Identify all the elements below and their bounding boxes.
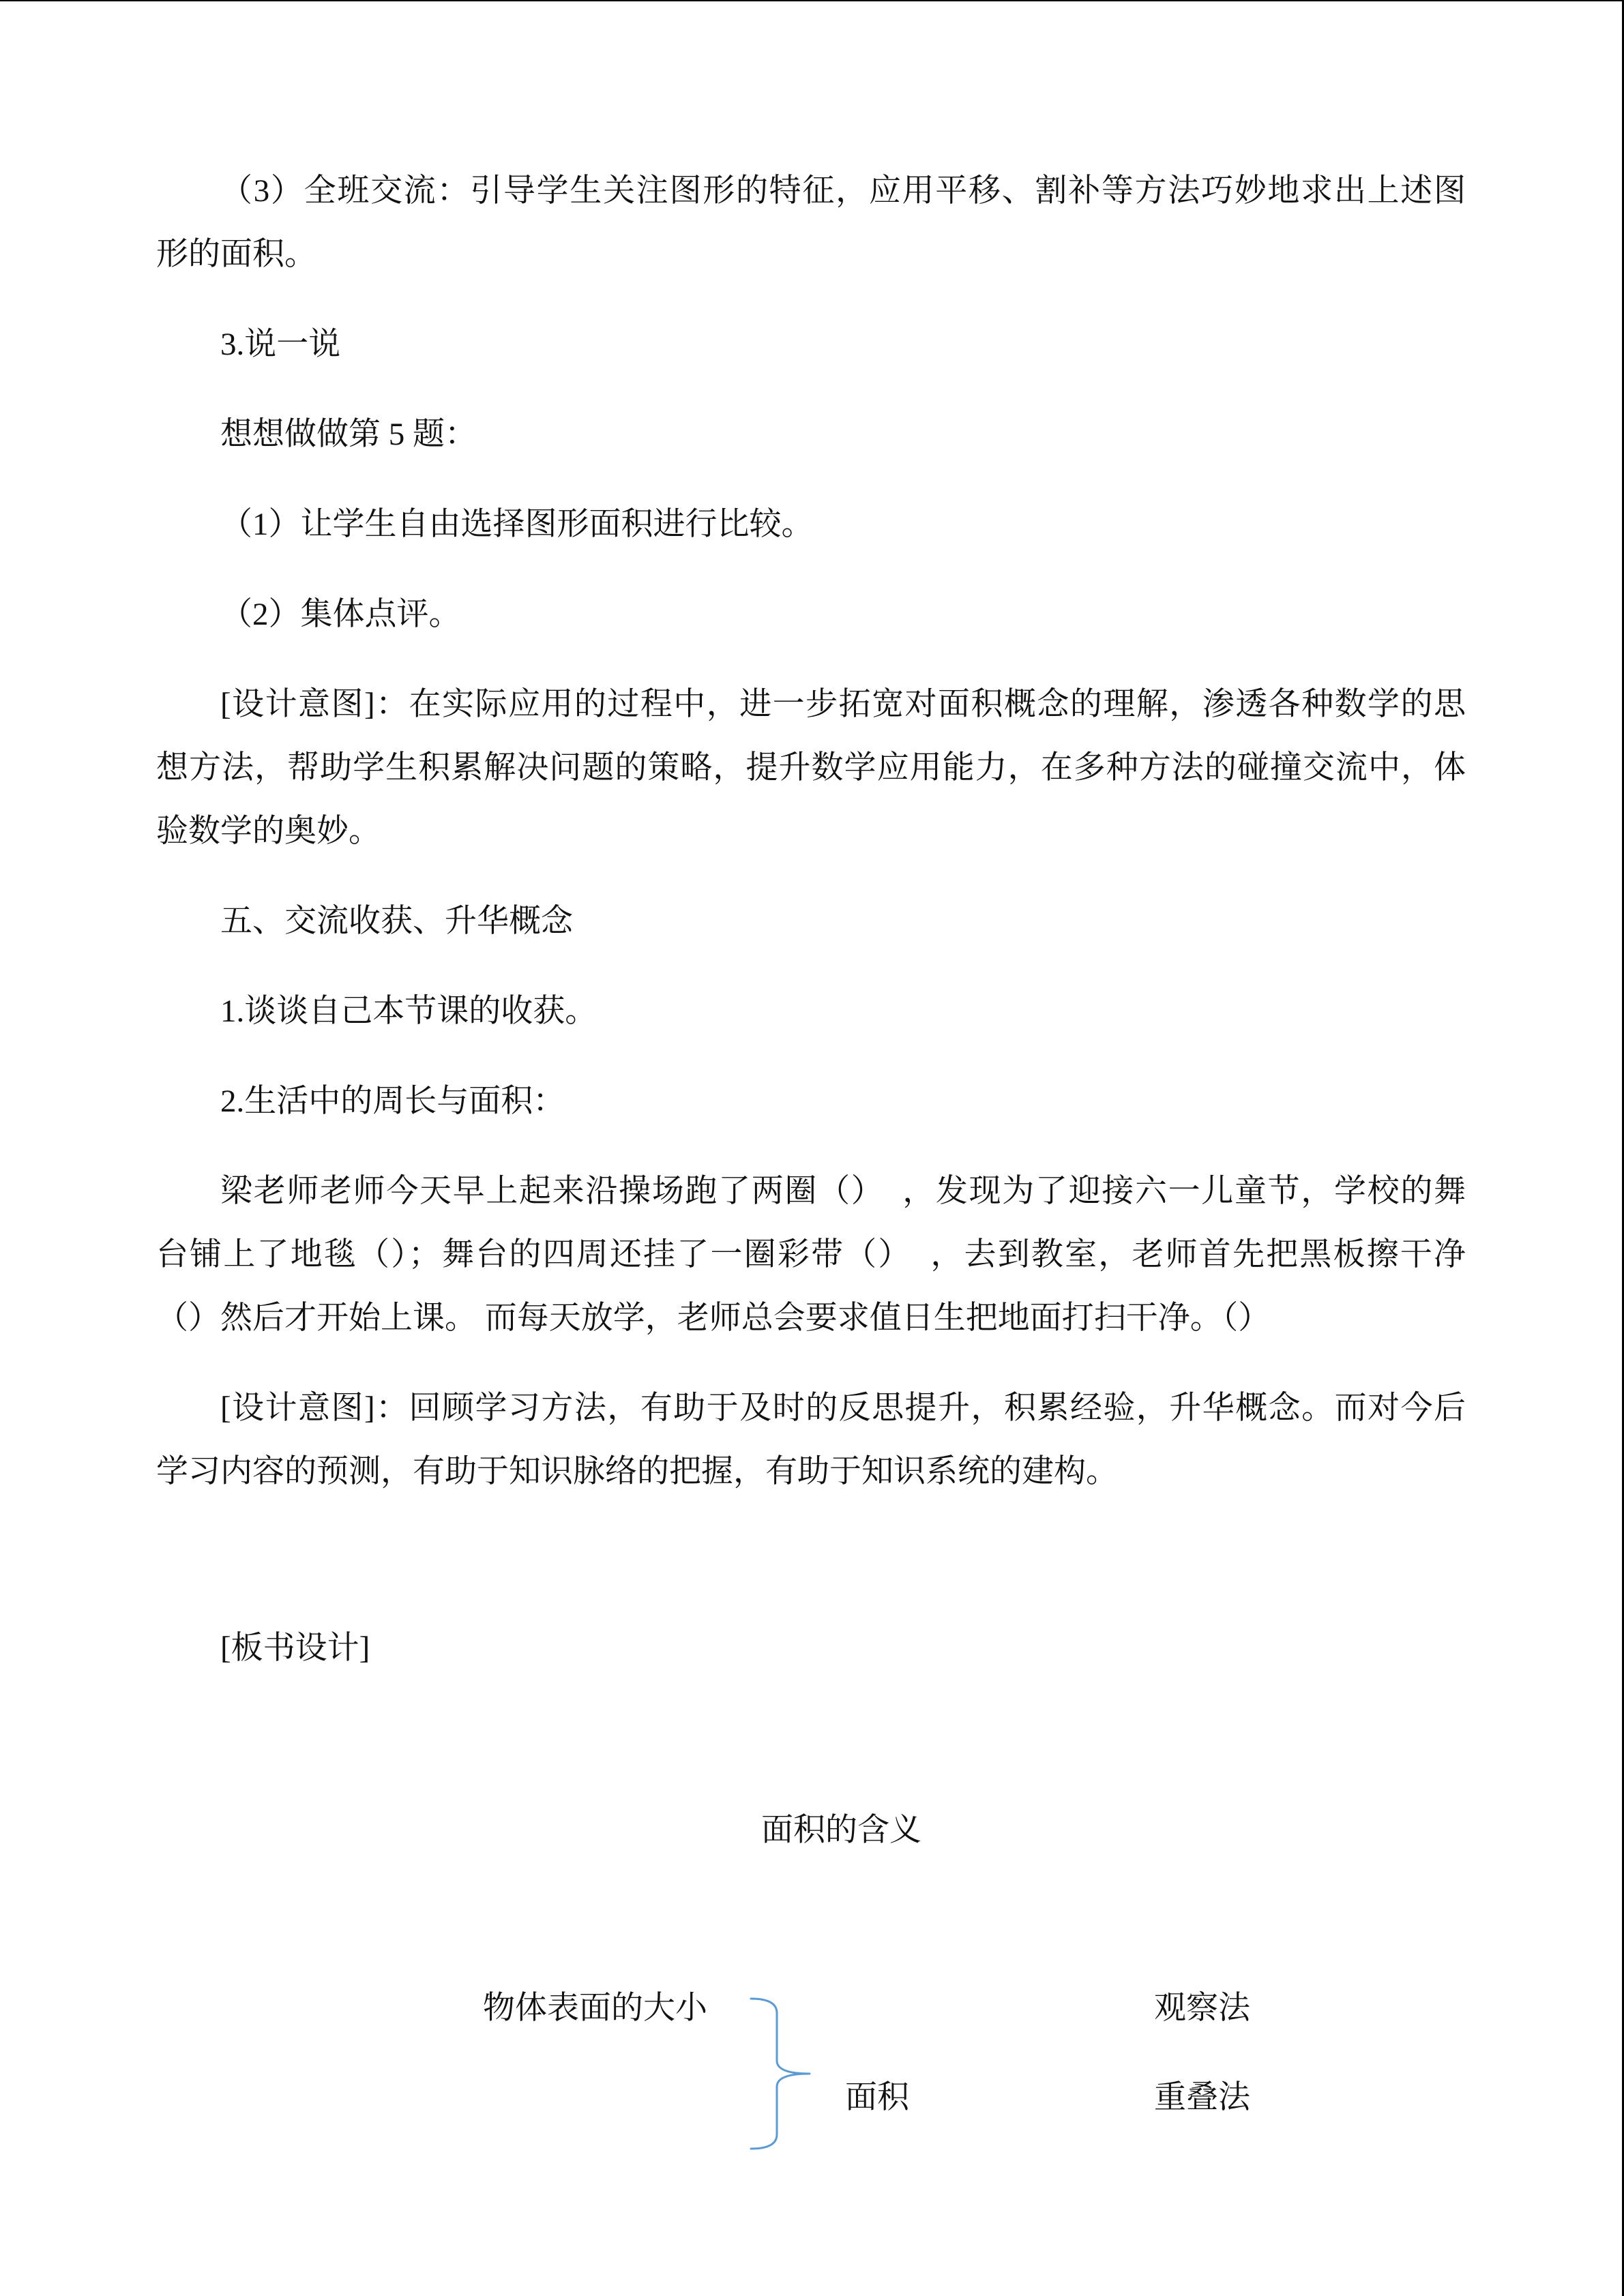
paragraph-line: （）然后才开始上课。 而每天放学，老师总会要求值日生把地面打扫干净。（） (156, 1300, 1271, 1336)
paragraph-step-1 (156, 493, 1466, 556)
paragraph-line: （2）集体点评。 (220, 597, 461, 632)
paragraph-line: （1）让学生自由选择图形面积进行比较。 (220, 507, 814, 542)
board-definition: 物体表面的大小 (483, 1991, 707, 2026)
paragraph-step-2 (156, 583, 1466, 646)
paragraph-line: 想方法，帮助学生积累解决问题的策略，提升数学应用能力，在多种方法的碰撞交流中，体 (156, 750, 1466, 786)
paragraph-line: 想想做做第 5 题： (220, 417, 477, 452)
paragraph-item-1 (156, 980, 1466, 1043)
section-heading: 3.说一说 (220, 327, 341, 362)
paragraph-say-it (156, 313, 1466, 376)
paragraph-line: 验数学的奥妙。 (156, 814, 381, 849)
paragraph-line: [设计意图]：回顾学习方法，有助于及时的反思提升，积累经验，升华概念。而对今后 (220, 1390, 1466, 1426)
board-term: 面积 (845, 2080, 909, 2115)
document-body (156, 160, 1466, 1707)
paragraph-line: 学习内容的预测，有助于知识脉络的把握，有助于知识系统的建构。 (156, 1454, 1118, 1489)
paragraph-line: 2.生活中的周长与面积： (220, 1084, 565, 1119)
section-heading: [板书设计] (220, 1630, 370, 1666)
paragraph-line: 1.谈谈自己本节课的收获。 (220, 994, 597, 1029)
paragraph-design-intent-2 (156, 1377, 1466, 1504)
paragraph-line: 形的面积。 (156, 237, 316, 272)
board-method: 重叠法 (1154, 2080, 1250, 2115)
paragraph-class-exchange (156, 160, 1466, 286)
paragraph-section-five (156, 890, 1466, 953)
section-heading: 五、交流收获、升华概念 (220, 904, 573, 939)
curly-brace-icon (743, 1991, 818, 2156)
paragraph-line: （3）全班交流：引导学生关注图形的特征，应用平移、割补等方法巧妙地求出上述图 (220, 173, 1466, 209)
paragraph-exercise (156, 403, 1466, 466)
paragraph-line: [设计意图]：在实际应用的过程中，进一步拓宽对面积概念的理解，渗透各种数学的思 (220, 687, 1466, 722)
paragraph-board-design (156, 1617, 1466, 1680)
paragraph-line: 台铺上了地毯（）；舞台的四周还挂了一圈彩带（） ，去到教室，老师首先把黑板擦干净 (156, 1237, 1466, 1272)
brace-path (751, 1999, 810, 2149)
paragraph-line: 梁老师老师今天早上起来沿操场跑了两圈（） ，发现为了迎接六一儿童节，学校的舞 (220, 1174, 1466, 1209)
paragraph-item-2 (156, 1070, 1466, 1133)
paragraph-design-intent-1 (156, 673, 1466, 863)
board-method: 观察法 (1154, 1991, 1250, 2026)
board-title: 面积的含义 (761, 1813, 921, 1848)
paragraph-story (156, 1160, 1466, 1350)
